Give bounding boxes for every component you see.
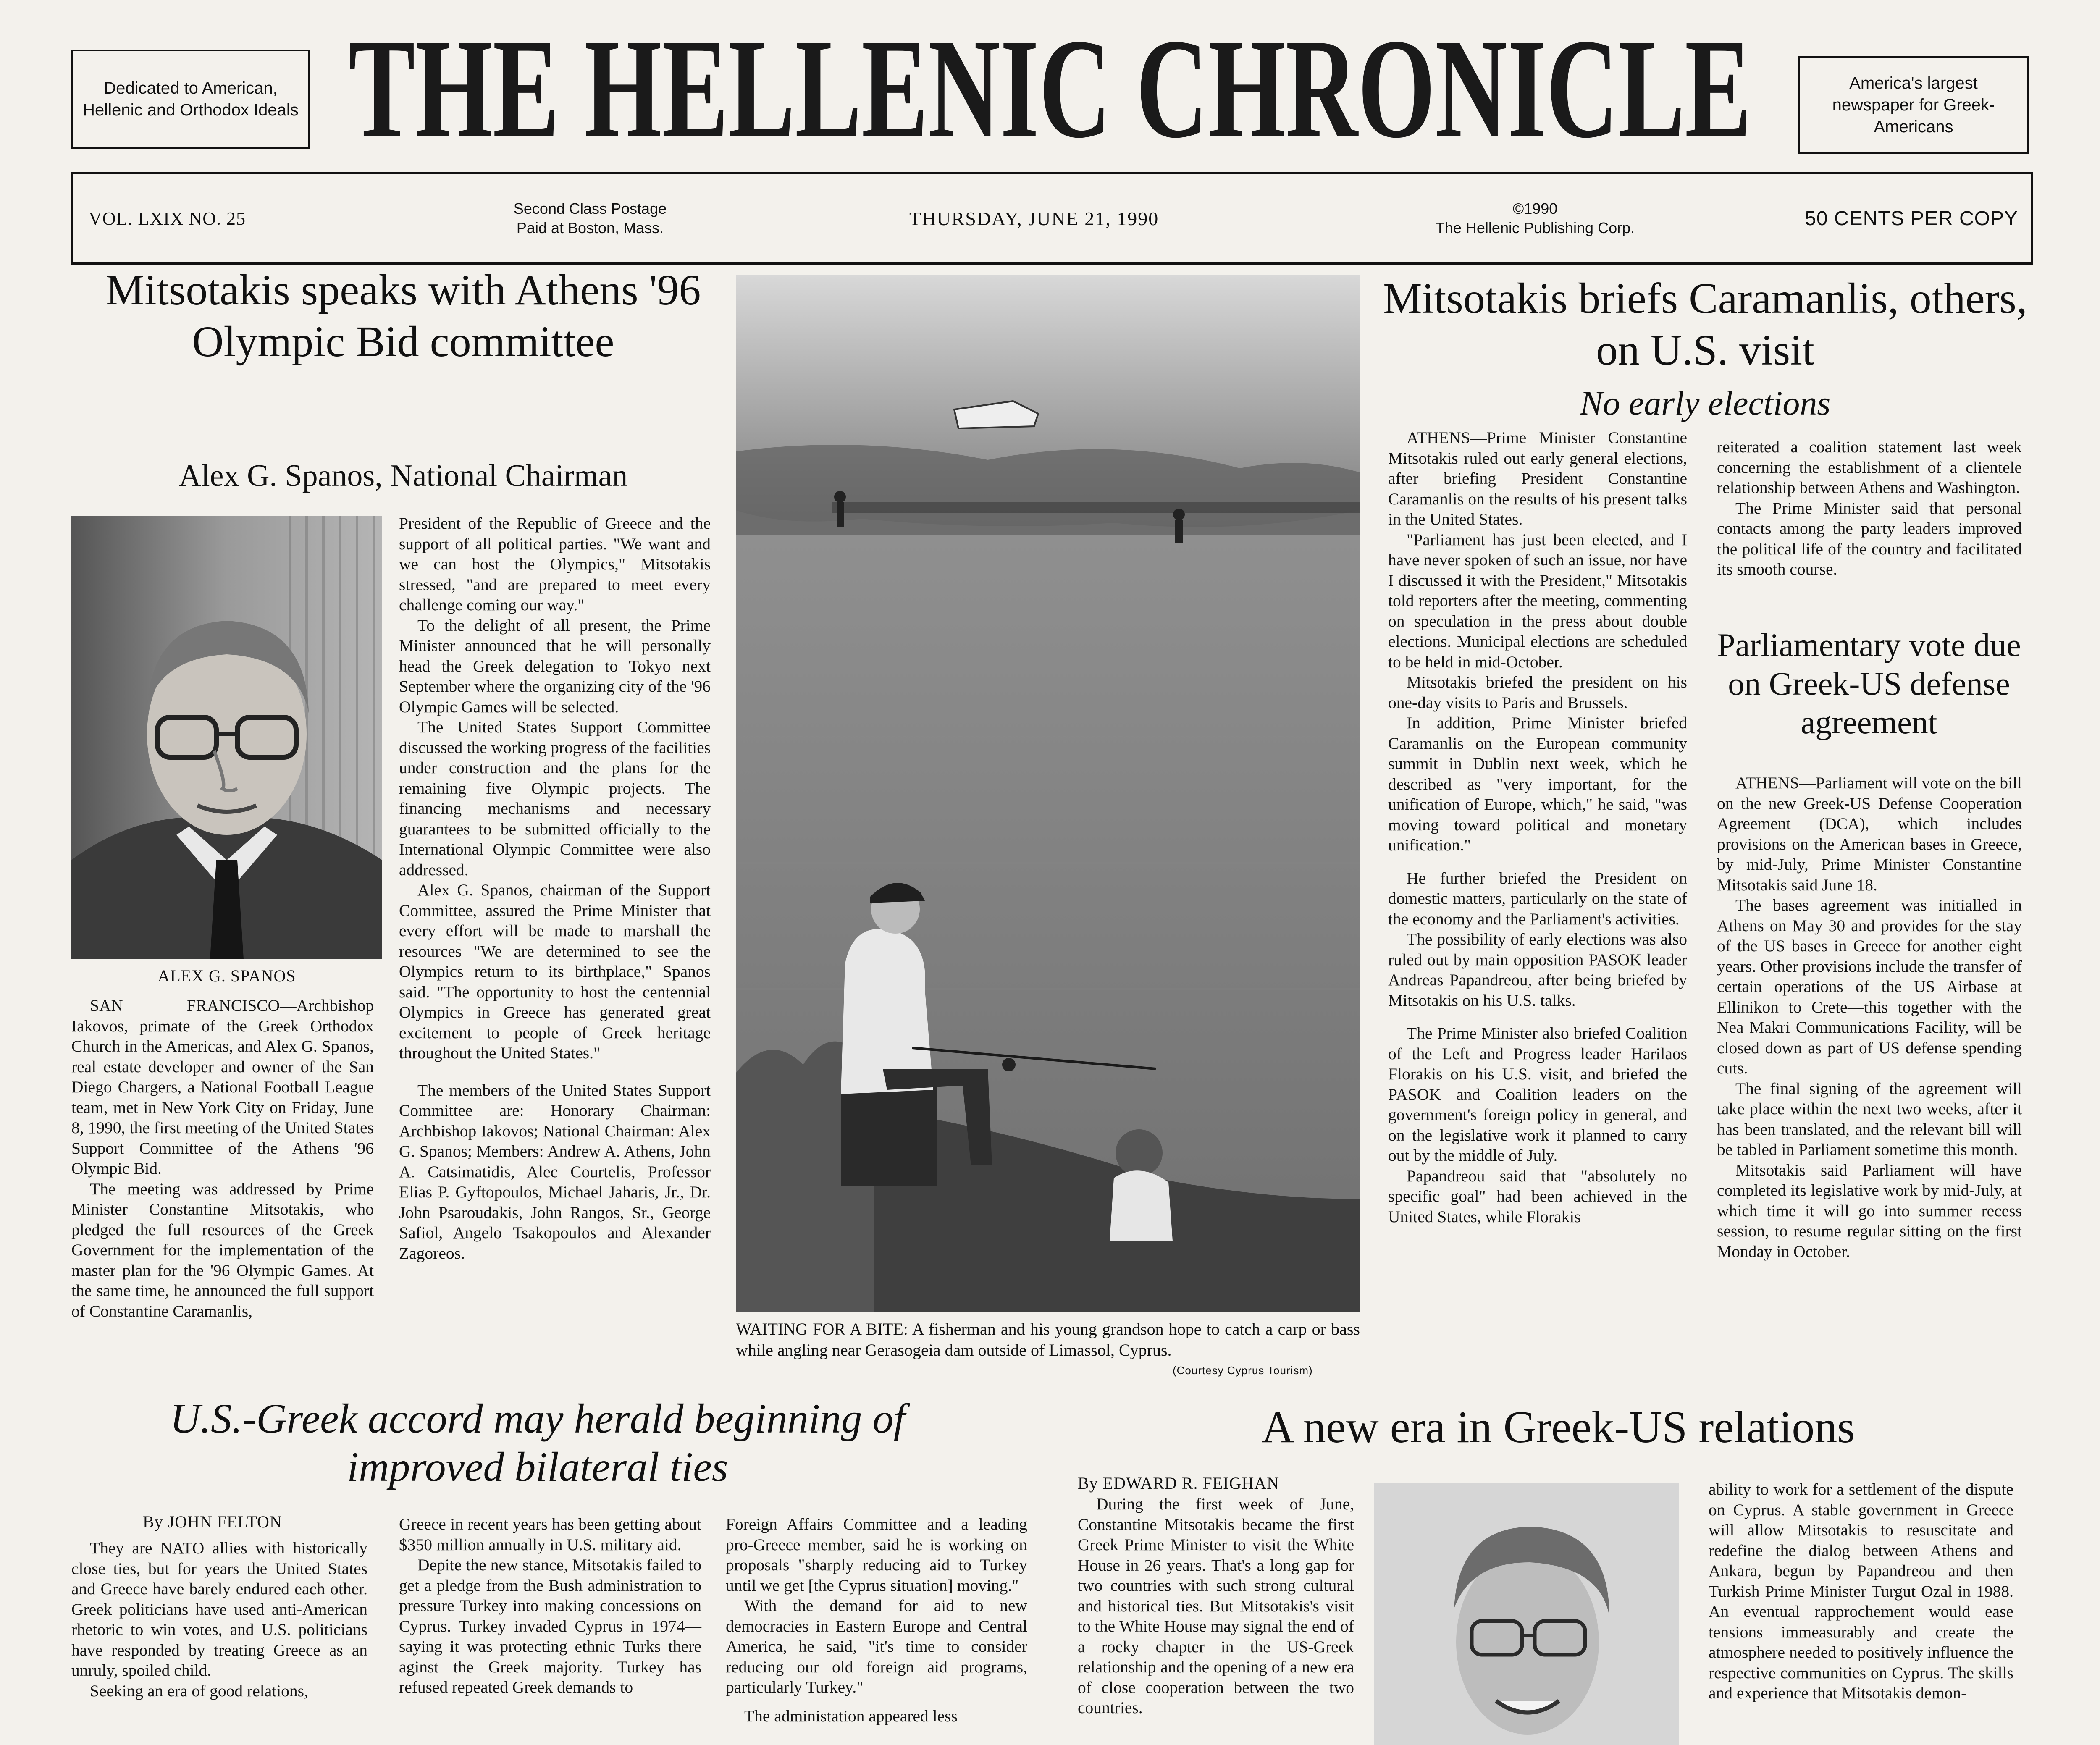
- story5-col1-para-1: During the first week of June, Constantine Mitsotakis became the first Greek Prime Minister to visit the White House in 26 years. That's a long gap for two countries with such strong cultural and historical ties. But Mitsotakis's visit to the White House may signal the end of a rocky chapter in the US-Greek relationship and the opening of a new era of close cooperation between the two countries.: [1078, 1495, 1354, 1717]
- feighan-portrait: [1374, 1483, 1679, 1745]
- story1-col2-para-5: The members of the United States Support Committee are: Honorary Chairman: Archbishop Iakovos; National Chairman: Alex G. Spanos; Members: Andrew A. Athens, John A. Catsimatidis, Alec Courtelis, Professor Elias P. Gyftopoulos, Michael Jaharis, Jr., Dr. John Psaroudakis, John Rangos, Sr., George Safiol, Angelo Tsakopoulos and Alexander Zagoreos.: [399, 1081, 711, 1262]
- story3-para-4: Mitsotakis said Parliament will have completed its legislative work by mid-July, at which time it will go into summer recess session, to resume regular sitting on the first Monday in October.: [1717, 1160, 2022, 1261]
- info-bar: [71, 172, 2033, 265]
- story1-column-1: [71, 995, 374, 1321]
- story5-byline: By EDWARD R. FEIGHAN: [1078, 1474, 1279, 1493]
- copyright-notice: [1434, 174, 1636, 262]
- masthead-tagline: America's largest newspaper for Greek-Americans: [1832, 74, 1995, 136]
- story2-col1-para-7: The Prime Minister also briefed Coalition of the Left and Progress leader Harilaos Florakis on his U.S. visit, and briefed the PASOK and Coalition leaders on the government's foreign policy in general, and on the legislative work it planned to carry out by the middle of July.: [1388, 1024, 1687, 1165]
- masthead-right-box: [1798, 56, 2029, 154]
- masthead: [344, 17, 1756, 155]
- story5-column-1: [1078, 1494, 1354, 1718]
- postage-notice: [485, 174, 695, 262]
- fishing-photo-credit: (Courtesy Cyprus Tourism): [1173, 1364, 1313, 1377]
- story1-headline: Mitsotakis speaks with Athens '96 Olympic Bid committee: [105, 266, 701, 366]
- story2-column-1: [1388, 428, 1687, 1227]
- story1-col1-para-1: SAN FRANCISCO—Archbishop Iakovos, primate of the Greek Orthodox Church in the Americas, and Alex G. Spanos, real estate developer and owner of the San Diego Chargers, a National Football League team, met in New York City on Friday, June 8, 1990, the first meeting of the United States Support Committee of the Athens '96 Olympic Bid.: [71, 996, 374, 1178]
- story4-col3-para-3: The administation appeared less: [744, 1706, 958, 1725]
- story4-col3-para-1: Foreign Affairs Committee and a leading pro-Greece member, said he is working on proposals "sharply reducing aid to Turkey until we get [the Cyprus situation] moving.": [726, 1515, 1027, 1595]
- spanos-portrait: [71, 516, 382, 959]
- story4-col3-para-2: With the demand for aid to new democracies in Eastern Europe and Central America, he said, "it's time to consider reducing our old foreign aid programs, particularly Turkey.": [726, 1596, 1027, 1696]
- story2-col1-para-1: ATHENS—Prime Minister Constantine Mitsotakis ruled out early general elections, after briefing President Constantine Caramanlis on the results of his present talks in the United States.: [1388, 428, 1687, 528]
- story1-col2-para-4: Alex G. Spanos, chairman of the Support Committee, assured the Prime Minister that every effort will be made to marshall the resources "We are determined to see the Olympics return to its birthplace," Spanos said. "The opportunity to host the centennial Olympics in Greece has generated great excitement to people of Greek heritage throughout the United States.": [399, 881, 711, 1062]
- price: 50 CENTS PER COPY: [1805, 207, 2018, 230]
- postage-line-1: Second Class Postage: [513, 200, 667, 217]
- story2-col1-para-5: He further briefed the President on domestic matters, particularly on the state of the economy and the Parliament's activities.: [1388, 869, 1687, 928]
- story5-headline: A new era in Greek-US relations: [1261, 1402, 1855, 1452]
- story4-col2-para-1: Greece in recent years has been getting about $350 million annually in U.S. military aid.: [399, 1515, 701, 1554]
- spanos-photo-caption: ALEX G. SPANOS: [158, 966, 296, 985]
- story4-column-3: [726, 1514, 1027, 1726]
- story1-col2-para-1: President of the Republic of Greece and the support of all political parties. "We want and we can host the Olympics," Mitsotakis stressed, "and are prepared to meet every challenge coming our way.": [399, 514, 711, 614]
- story1-col2-para-3: The United States Support Committee discussed the working progress of the facilities under construction and the plans for the remaining five Olympic projects. The financing mechanisms and necessary guarantees to be submitted officially to the International Olympic Committee were also addressed.: [399, 718, 711, 879]
- story3-para-3: The final signing of the agreement will take place within the next two weeks, after it has been translated, and the relevant bill will be tabled in Parliament sometime this month.: [1717, 1079, 2022, 1159]
- story5-col2-para-1: ability to work for a settlement of the dispute on Cyprus. A stable government in Greece will allow Mitsotakis to resuscitate and redefine the dialog between Athens and Ankara, begun by Papandreou and then Turkish Prime Minister Turgut Ozal in 1988. An eventual rapprochement would ease tensions immeasurably and create the atmosphere needed to positively influence the respective communities on Cyprus. The skills and experience that Mitsotakis demon-: [1709, 1480, 2013, 1702]
- story3-para-1: ATHENS—Parliament will vote on the bill on the new Greek-US Defense Cooperation Agreement (DCA), which includes provisions on the American bases in Greece, by mid-July, Prime Minister Constantine Mitsotakis said June 18.: [1717, 774, 2022, 894]
- story4-col1-para-2: Seeking an era of good relations,: [90, 1681, 308, 1700]
- volume-number: VOL. LXIX NO. 25: [89, 208, 246, 229]
- copyright-line-1: ©1990: [1512, 200, 1558, 217]
- story4-col1-para-1: They are NATO allies with historically close ties, but for years the United States and Greece have barely endured each other. Greek politicians have used anti-American rhetoric to win votes, and U.S. politicians have responded by treating Greece as an unruly, spoiled child.: [71, 1539, 368, 1679]
- story3-para-2: The bases agreement was initialled in Athens on May 30 and provides for the stay of the US bases in Greece for another eight years. Other provisions include the transfer of certain operations of the US Airbase at Ellinikon to Crete—this together with the Nea Makri Communications Facility, will be closed down as part of US defense spending cuts.: [1717, 896, 2022, 1077]
- story2-col2-para-2: The Prime Minister said that personal contacts among the party leaders improved the political life of the country and facilitated its smooth course.: [1717, 499, 2022, 578]
- story1-subhead: Alex G. Spanos, National Chairman: [178, 459, 628, 493]
- story1-col1-para-2: The meeting was addressed by Prime Minister Constantine Mitsotakis, who pledged the full resources of the Greek Government for the implementation of the master plan for the '96 Olympic Games. At the same time, he announced the full support of Constantine Caramanlis,: [71, 1179, 374, 1320]
- feighan-portrait-image: [1374, 1483, 1679, 1745]
- fishing-photo: [736, 275, 1360, 1312]
- story2-column-2: [1717, 437, 2022, 580]
- masthead-title: THE HELLENIC CHRONICLE: [349, 17, 1751, 155]
- story2-subhead: No early elections: [1580, 384, 1831, 422]
- story4-column-1: [71, 1538, 368, 1701]
- story2-col1-para-4: In addition, Prime Minister briefed Caramanlis on the European community summit in Dublin next week, which he described as "very important, for the unification of Europe, which," he said, "was moving toward political and monetary unification.": [1388, 714, 1687, 854]
- postage-line-2: Paid at Boston, Mass.: [516, 219, 664, 236]
- story2-headline: Mitsotakis briefs Caramanlis, others, on U.S. visit: [1383, 274, 2027, 374]
- story2-col1-para-8: Papandreou said that "absolutely no specific goal" had been achieved in the United States, while Florakis: [1388, 1166, 1687, 1226]
- story4-byline: By JOHN FELTON: [143, 1512, 282, 1531]
- story5-column-2: [1709, 1479, 2013, 1703]
- issue-date: THURSDAY, JUNE 21, 1990: [909, 207, 1159, 229]
- fishing-photo-image: [736, 275, 1360, 1312]
- masthead-dedication: Dedicated to American, Hellenic and Orthodox Ideals: [83, 79, 299, 119]
- story2-col2-para-1: reiterated a coalition statement last week concerning the establishment of a clientele relationship between Athens and Washington.: [1717, 438, 2022, 497]
- masthead-left-box: [71, 50, 310, 149]
- story3-headline: Parliamentary vote due on Greek-US defense agreement: [1717, 627, 2021, 740]
- story4-column-2: [399, 1514, 701, 1698]
- story4-col2-para-2: Depite the new stance, Mitsotakis failed to get a pledge from the Bush administration to pressure Turkey into making concessions on Cyprus. Turkey invaded Cyprus in 1974—saying it was protecting ethnic Turks there aginst the Greek majority. Turkey has refused repeated Greek demands to: [399, 1556, 701, 1696]
- story2-col1-para-3: Mitsotakis briefed the president on his one-day visits to Paris and Brussels.: [1388, 673, 1687, 712]
- spanos-portrait-image: [71, 516, 382, 959]
- masthead-title-svg: [344, 17, 1756, 155]
- story4-headline: U.S.-Greek accord may herald beginning of improved bilateral ties: [170, 1395, 906, 1490]
- story1-col2-para-2: To the delight of all present, the Prime Minister announced that he will personally head the Greek delegation to Tokyo next September where the organizing city of the '96 Olympic Games will be selected.: [399, 616, 711, 716]
- story2-col1-para-2: "Parliament has just been elected, and I have never spoken of such an issue, nor have I discussed it with the President," Mitsotakis told reporters after the meeting, commenting on speculation in the press about double elections. Municipal elections are scheduled to be held in mid-October.: [1388, 530, 1687, 671]
- story1-column-2: [399, 513, 711, 1263]
- story3-column: [1717, 773, 2022, 1262]
- copyright-line-2: The Hellenic Publishing Corp.: [1435, 219, 1635, 236]
- fishing-photo-caption: WAITING FOR A BITE: A fisherman and his young grandson hope to catch a carp or bass while angling near Gerasogeia dam outside of Limassol, Cyprus.: [736, 1320, 1360, 1359]
- story2-col1-para-6: The possibility of early elections was also ruled out by main opposition PASOK leader Andreas Papandreou, after being briefed by Mitsotakis on his U.S. talks.: [1388, 930, 1687, 1010]
